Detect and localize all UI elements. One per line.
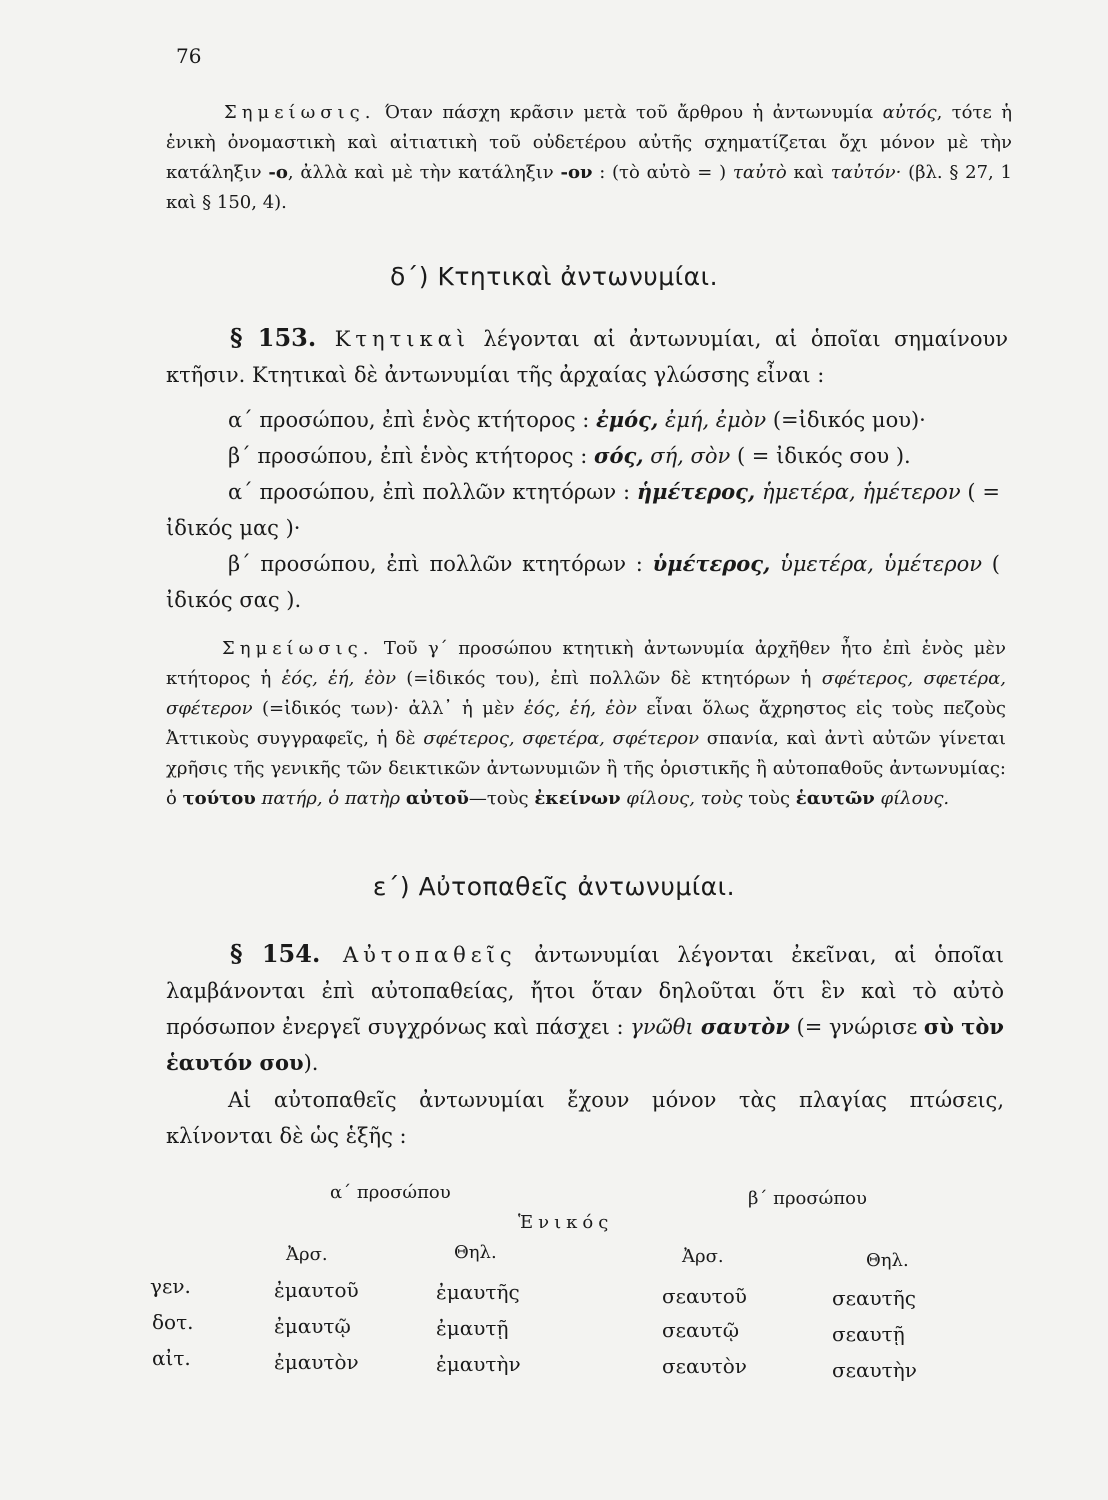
- table-person-1: α΄ προσώπου: [330, 1182, 451, 1203]
- section-153-number: § 153.: [230, 323, 317, 352]
- cell-acc-f1: ἐμαυτὴν: [436, 1352, 521, 1376]
- possessive-line-2: β΄ προσώπου, ἐπὶ ἑνὸς κτήτορος : σός, σή, σὸν ( = ἰδικός σου ).: [228, 443, 911, 468]
- section-154-intro: § 154. Αὐτοπαθεῖς ἀντωνυμίαι λέγονται ἐκεῖναι, αἱ ὁποῖαι λαμβάνονται ἐπὶ αὐτοπαθείας, ἤτοι ὅταν δηλοῦται ὅτι ἓν καὶ τὸ αὐτὸ πρόσωπον ἐνεργεῖ συγχρόνως καὶ πάσχει : γνῶθι σαυτὸν (= γνώρισε σὺ τὸν ἑαυτόν σου).: [166, 939, 1005, 1075]
- section-153-intro: § 153. Κτητικαὶ λέγονται αἱ ἀντωνυμίαι, αἱ ὁποῖαι σημαίνουν κτῆσιν. Κτητικαὶ δὲ ἀντωνυμίαι τῆς ἀρχαίας γλώσσης εἶναι :: [166, 323, 1008, 387]
- cell-gen-f1: ἐμαυτῆς: [436, 1280, 520, 1304]
- section-heading-reflexive: ε΄) Αὐτοπαθεῖς ἀντωνυμίαι.: [372, 872, 736, 901]
- cell-gen-f2: σεαυτῆς: [832, 1286, 916, 1310]
- note-1: Σημείωσις. Όταν πάσχη κρᾶσιν μετὰ τοῦ ἄρθρου ἡ ἀντωνυμία αὐτός, τότε ἡ ἑνικὴ ὀνομαστικὴ καὶ αἰτιατικὴ τοῦ οὐδετέρου αὐτῆς σχηματίζεται ὄχι μόνον μὲ τὴν κατάληξιν -ο, ἀλλὰ καὶ μὲ τὴν κατάληξιν -ον : (τὸ αὐτὸ = ) ταὐτὸ καὶ ταὐτόν· (βλ. § 27, 1 καὶ § 150, 4).: [166, 102, 1013, 213]
- cell-gen-m2: σεαυτοῦ: [662, 1284, 747, 1308]
- col-header-masc-1: Ἀρσ.: [286, 1244, 328, 1265]
- note-2: Σημείωσις. Τοῦ γ΄ προσώπου κτητικὴ ἀντωνυμία ἀρχῆθεν ἦτο ἐπὶ ἑνὸς μὲν κτήτορος ἡ ἑός, ἑή, ἑὸν (=ἰδικός του), ἐπὶ πολλῶν δὲ κτητόρων ἡ σφέτερος, σφετέρα, σφέτερον (=ἰδικός των)· ἀλλ᾽ ἡ μὲν ἑός, ἑή, ἑὸν εἶναι ὅλως ἄχρηστος εἰς τοὺς πεζοὺς Ἀττικοὺς συγγραφεῖς, ἡ δὲ σφέτερος, σφετέρα, σφέτερον σπανία, καὶ ἀντὶ αὐτῶν γίνεται χρῆσις τῆς γενικῆς τῶν δεικτικῶν ἀντωνυμιῶν ἢ τῆς ὁριστικῆς ἢ αὐτοπαθοῦς ἀντωνυμίας: ὁ τούτου πατήρ, ὁ πατὴρ αὐτοῦ—τοὺς ἐκείνων φίλους, τοὺς τοὺς ἑαυτῶν φίλους.: [166, 638, 1006, 809]
- row-case-gen: γεν.: [150, 1274, 191, 1298]
- cell-acc-m2: σεαυτὸν: [662, 1354, 747, 1378]
- cell-dat-f2: σεαυτῇ: [832, 1322, 905, 1346]
- col-header-fem-1: Θηλ.: [454, 1242, 497, 1263]
- section-154-number: § 154.: [230, 939, 321, 968]
- declension-intro: Αἱ αὐτοπαθεῖς ἀντωνυμίαι ἔχουν μόνον τὰς πλαγίας πτώσεις, κλίνονται δὲ ὡς ἑξῆς :: [166, 1088, 1004, 1148]
- possessive-line-4: β΄ προσώπου, ἐπὶ πολλῶν κτητόρων : ὑμέτερος, ὑμετέρα, ὑμέτερον ( ἰδικός σας ).: [166, 551, 1000, 612]
- section-heading-possessive: δ΄) Κτητικαὶ ἀντωνυμίαι.: [389, 262, 719, 291]
- note-2-label: Σημείωσις.: [222, 638, 374, 659]
- col-header-fem-2: Θηλ.: [866, 1250, 909, 1271]
- row-case-acc: αἰτ.: [152, 1346, 191, 1370]
- possessive-line-1: α΄ προσώπου, ἐπὶ ἑνὸς κτήτορος : ἐμός, ἐμή, ἐμὸν (=ἰδικός μου)·: [228, 407, 926, 432]
- cell-gen-m1: ἐμαυτοῦ: [274, 1278, 359, 1302]
- table-person-2: β΄ προσώπου: [748, 1188, 867, 1209]
- cell-dat-m1: ἐμαυτῷ: [274, 1314, 351, 1338]
- row-case-dat: δοτ.: [152, 1310, 194, 1334]
- cell-dat-f1: ἐμαυτῇ: [436, 1316, 509, 1340]
- page-number: 76: [176, 44, 202, 68]
- cell-acc-m1: ἐμαυτὸν: [274, 1350, 359, 1374]
- possessive-line-3: α΄ προσώπου, ἐπὶ πολλῶν κτητόρων : ἡμέτερος, ἡμετέρα, ἡμέτερον ( = ἰδικός μας )·: [166, 479, 1001, 540]
- note-1-label: Σημείωσις.: [224, 102, 376, 123]
- table-number-singular: Ἑνικός: [518, 1212, 614, 1233]
- cell-acc-f2: σεαυτὴν: [832, 1358, 917, 1382]
- col-header-masc-2: Ἀρσ.: [682, 1246, 724, 1267]
- cell-dat-m2: σεαυτῷ: [662, 1318, 740, 1342]
